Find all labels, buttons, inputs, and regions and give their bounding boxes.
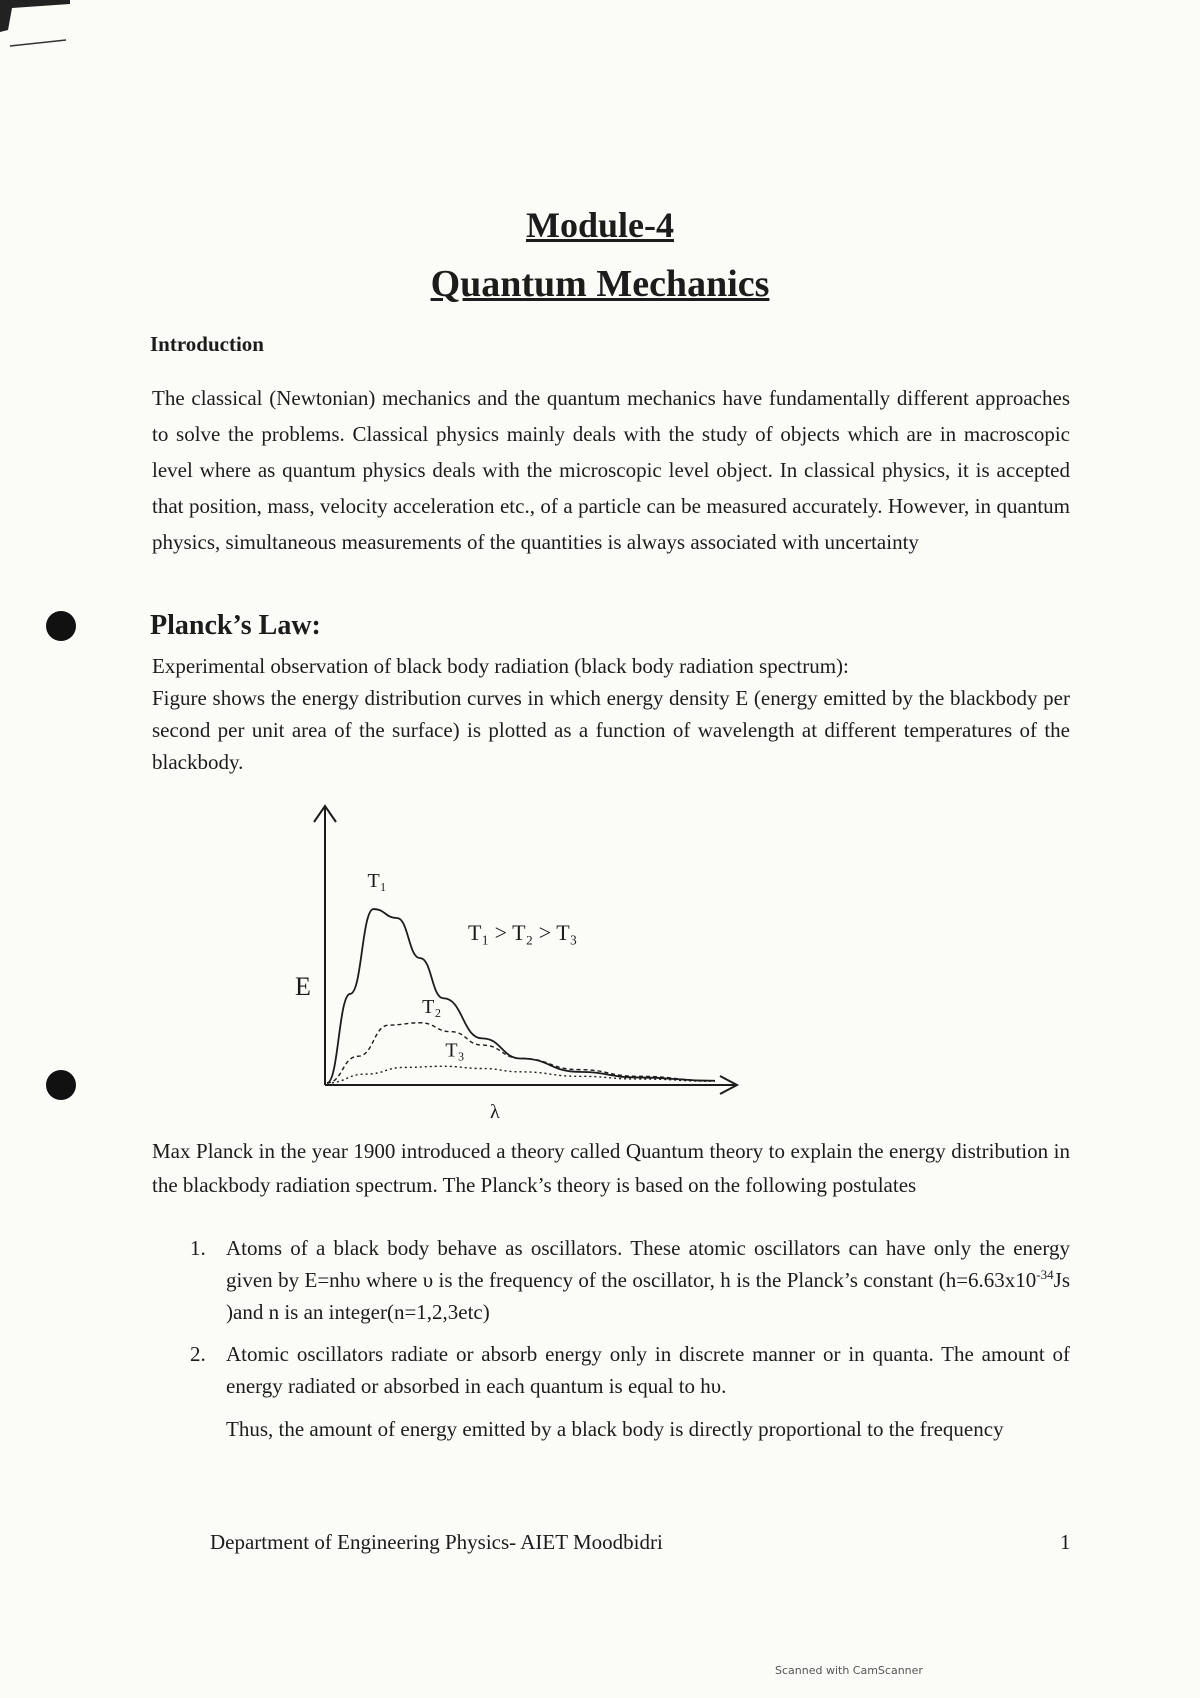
scanner-watermark: Scanned with CamScanner bbox=[775, 1664, 923, 1677]
plancks-law-heading: Planck’s Law: bbox=[150, 610, 321, 641]
blackbody-radiation-chart bbox=[270, 800, 750, 1130]
page-number: 1 bbox=[1060, 1530, 1071, 1554]
postulate-text: Atomic oscillators radiate or absorb energy only in discrete manner or in quanta. The amount of energy radiated or absorbed in each quantum is equal to hυ. bbox=[226, 1342, 1070, 1398]
postulate-item bbox=[190, 1338, 1070, 1402]
module-title: Module-4 bbox=[526, 205, 674, 245]
punch-hole bbox=[46, 1070, 76, 1100]
curve-3 bbox=[327, 1066, 715, 1083]
postulate-item bbox=[190, 1232, 1070, 1328]
curve-label-1: T₁ bbox=[367, 870, 387, 893]
axes bbox=[314, 806, 737, 1094]
introduction-paragraph: The classical (Newtonian) mechanics and the quantum mechanics have fundamentally different approaches to solve the problems. Classical physics mainly deals with the study of objects which are in macroscopic level where as quantum physics deals with the microscopic level object. In classical physics, it is accepted that position, mass, velocity acceleration etc., of a particle can be measured accurately. However, in quantum physics, simultaneous measurements of the quantities is always associated with uncertainty bbox=[152, 386, 1070, 554]
temperature-order-annotation: T₁ > T₂ > T₃ bbox=[468, 920, 578, 945]
max-planck-paragraph: Max Planck in the year 1900 introduced a theory called Quantum theory to explain the energy distribution in the blackbody radiation spectrum. The Planck’s theory is based on the following postulates bbox=[152, 1139, 1070, 1197]
postulate-number: 1. bbox=[190, 1236, 206, 1260]
curve-2 bbox=[327, 1023, 715, 1083]
figure-description: Figure shows the energy distribution curves in which energy density E (energy emitted by the blackbody per second per unit area of the surface) is plotted as a function of wavelength at different temperatures of the blackbody. bbox=[152, 686, 1070, 774]
corner-mark bbox=[0, 0, 70, 60]
y-axis-label: E bbox=[295, 972, 311, 1001]
subject-title: Quantum Mechanics bbox=[430, 263, 770, 305]
postulate-text: Atoms of a black body behave as oscillators. These atomic oscillators can have only the energy given by E=nhυ where υ is the frequency of the oscillator, h is the Planck’s constant ($h=6.63x10^{-34}Js$ )and n is an integer(n=1,2,3etc) bbox=[226, 1236, 1070, 1324]
x-axis-label: λ bbox=[490, 1101, 500, 1123]
curve-label-2: T₂ bbox=[422, 995, 442, 1018]
postulates-list bbox=[190, 1232, 1070, 1446]
footer-department: Department of Engineering Physics- AIET Moodbidri bbox=[210, 1530, 663, 1554]
introduction-heading: Introduction bbox=[150, 332, 264, 356]
curve-label-3: T₃ bbox=[445, 1039, 465, 1062]
postulate-number: 2. bbox=[190, 1342, 206, 1366]
curve-group bbox=[327, 870, 715, 1083]
punch-hole bbox=[46, 611, 76, 641]
postulate-continuation: Thus, the amount of energy emitted by a black body is directly proportional to the frequency bbox=[226, 1417, 1004, 1441]
experimental-observation-line: Experimental observation of black body radiation (black body radiation spectrum): bbox=[152, 654, 849, 678]
